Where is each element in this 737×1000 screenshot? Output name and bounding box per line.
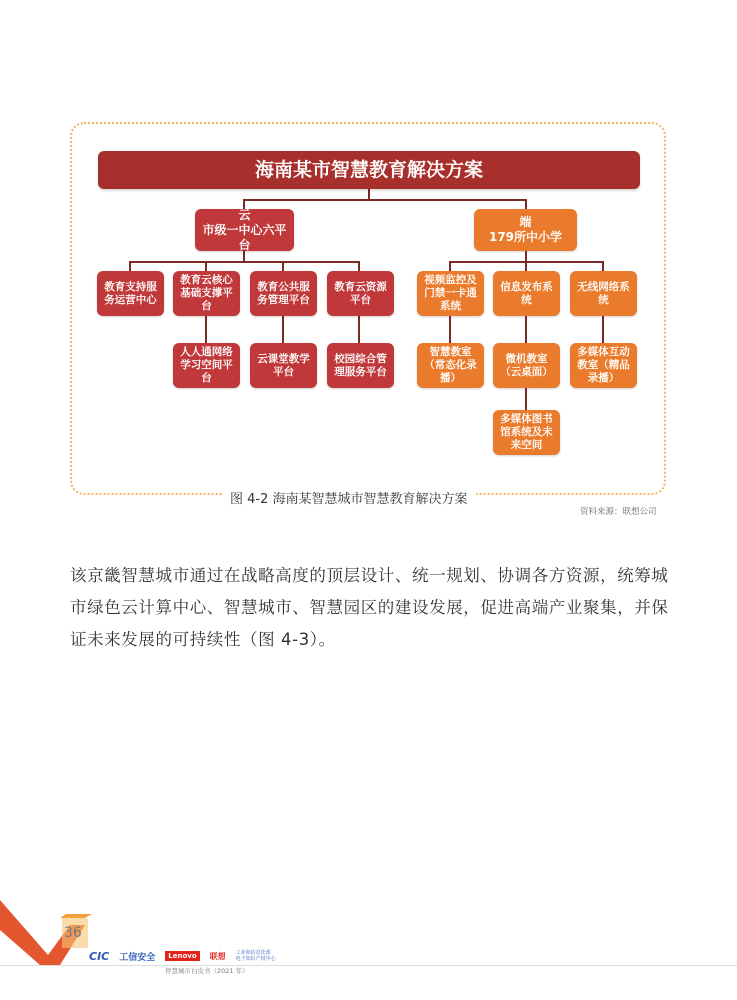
cloud-item: 教育支持服 务运营中心 <box>97 271 164 316</box>
cloud-item: 教育云核心 基础支撑平 台 <box>173 271 240 316</box>
figure-source: 资料来源：联想公司 <box>580 507 657 517</box>
third-logo: 工业和信息化部 电子知识产权中心 <box>235 950 276 962</box>
page-number: 36 <box>64 925 82 941</box>
publication-name: 智慧城市白皮书（2021 年） <box>165 967 249 975</box>
cloud-subitem: 校园综合管 理服务平台 <box>327 343 394 388</box>
cloud-subitem: 人人通网络 学习空间平 台 <box>173 343 240 388</box>
terminal-subitem: 多媒体图书 馆系统及未 来空间 <box>493 410 560 455</box>
cloud-node: 云 市级一中心六平台 <box>195 209 294 251</box>
cloud-subitem: 云课堂教学 平台 <box>250 343 317 388</box>
terminal-item: 视频监控及 门禁一卡通 系统 <box>417 271 484 316</box>
lenovo-logo-cn: 联想 <box>209 951 226 961</box>
terminal-item: 无线网络系 统 <box>570 271 637 316</box>
figure-caption: 图 4-2 海南某智慧城市智慧教育解决方案 <box>222 488 476 507</box>
cloud-item: 教育云资源 平台 <box>327 271 394 316</box>
cic-logo: CIC <box>89 949 110 963</box>
terminal-subitem: 智慧教室 （常态化录 播） <box>417 343 484 388</box>
terminal-subitem: 多媒体互动 教室（精品 录播） <box>570 343 637 388</box>
cloud-item: 教育公共服 务管理平台 <box>250 271 317 316</box>
terminal-subitem: 微机教室 （云桌面） <box>493 343 560 388</box>
terminal-item: 信息发布系 统 <box>493 271 560 316</box>
lenovo-logo: Lenovo <box>165 951 199 961</box>
footer-logos <box>89 948 276 964</box>
figure-title: 海南某市智慧教育解决方案 <box>98 151 640 189</box>
terminal-node: 端 179所中小学 <box>474 209 577 251</box>
body-paragraph: 该京畿智慧城市通过在战略高度的顶层设计、统一规划、协调各方资源，统筹城市绿色云计算中心、智慧城市、智慧园区的建设发展，促进高端产业聚集，并保证未来发展的可持续性（图 4-3）。 <box>70 566 669 649</box>
cic-logo-text: 工信安全 <box>119 952 156 963</box>
footer-divider <box>0 965 737 966</box>
